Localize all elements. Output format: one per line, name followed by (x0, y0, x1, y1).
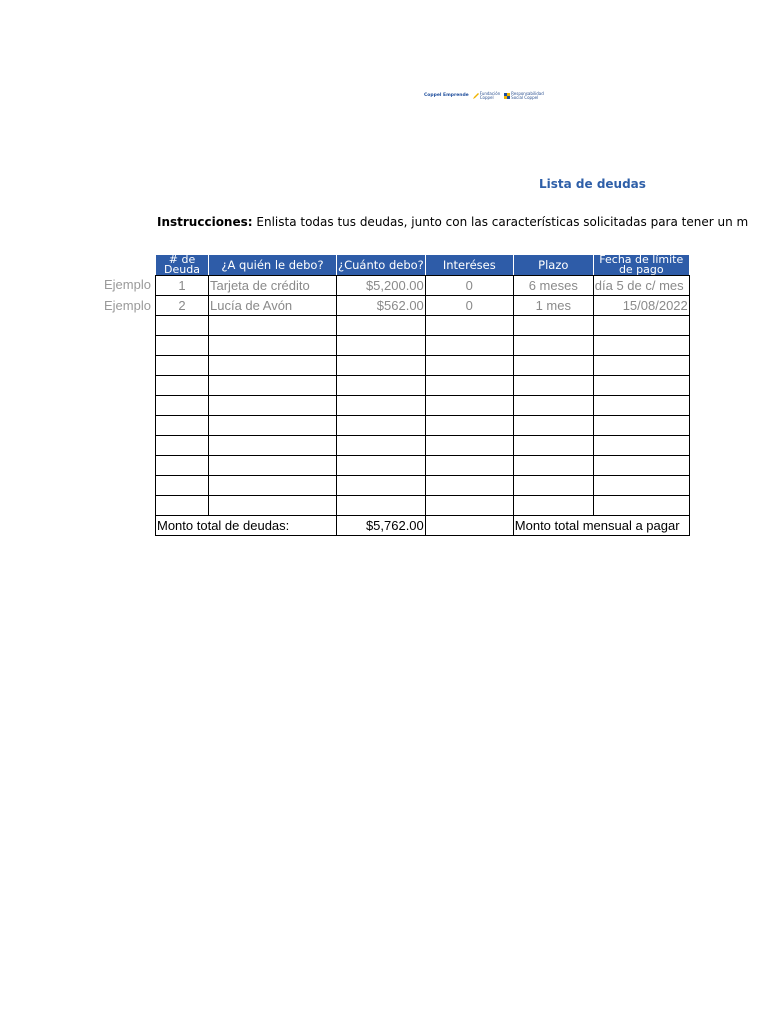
empty-cell[interactable] (209, 476, 337, 496)
cell-num[interactable]: 1 (156, 276, 209, 296)
empty-cell[interactable] (337, 356, 426, 376)
cell-num[interactable]: 2 (156, 296, 209, 316)
empty-cell[interactable] (156, 356, 209, 376)
empty-cell[interactable] (156, 376, 209, 396)
empty-cell[interactable] (156, 416, 209, 436)
empty-cell[interactable] (513, 316, 593, 336)
empty-cell[interactable] (156, 436, 209, 456)
header-amount: ¿Cuánto debo? (337, 255, 426, 276)
empty-cell[interactable] (513, 336, 593, 356)
empty-cell[interactable] (425, 376, 513, 396)
table-row (156, 396, 690, 416)
table-row (156, 316, 690, 336)
empty-cell[interactable] (513, 456, 593, 476)
table-row (156, 456, 690, 476)
empty-cell[interactable] (513, 476, 593, 496)
empty-cell[interactable] (209, 496, 337, 516)
empty-cell[interactable] (337, 476, 426, 496)
fundacion-coppel-logo (473, 92, 500, 100)
empty-cell[interactable] (425, 456, 513, 476)
empty-cell[interactable] (513, 396, 593, 416)
empty-cell[interactable] (209, 336, 337, 356)
empty-cell[interactable] (513, 416, 593, 436)
empty-cell[interactable] (156, 456, 209, 476)
empty-cell[interactable] (593, 396, 689, 416)
empty-cell[interactable] (593, 496, 689, 516)
example-row (156, 276, 690, 296)
cell-due[interactable]: día 5 de c/ mes (593, 276, 689, 296)
responsabilidad-social-logo (504, 92, 544, 100)
table-row (156, 476, 690, 496)
header-line: Fecha de límite (599, 253, 684, 266)
table-row (156, 336, 690, 356)
empty-cell[interactable] (425, 336, 513, 356)
empty-cell[interactable] (209, 376, 337, 396)
header-line: Deuda (164, 263, 200, 276)
empty-cell[interactable] (156, 396, 209, 416)
cell-term[interactable]: 6 meses (513, 276, 593, 296)
empty-cell[interactable] (156, 336, 209, 356)
cell-interest[interactable]: 0 (425, 276, 513, 296)
empty-cell[interactable] (209, 316, 337, 336)
empty-rows (156, 316, 690, 516)
empty-cell[interactable] (209, 416, 337, 436)
example-label: Ejemplo (104, 277, 151, 292)
empty-cell[interactable] (425, 476, 513, 496)
header-debt-number (156, 255, 209, 276)
empty-cell[interactable] (337, 496, 426, 516)
empty-cell[interactable] (593, 376, 689, 396)
example-row (156, 296, 690, 316)
coppel-emprende-logo: Coppel Emprende (424, 93, 469, 98)
header-due-date (593, 255, 689, 276)
total-debts-value[interactable]: $5,762.00 (337, 516, 426, 536)
page-title: Lista de deudas (539, 177, 646, 191)
header-term: Plazo (513, 255, 593, 276)
empty-cell[interactable] (425, 436, 513, 456)
total-debts-label: Monto total de deudas: (156, 516, 337, 536)
debts-table (155, 254, 690, 536)
empty-cell[interactable] (337, 316, 426, 336)
header-line: de pago (618, 263, 664, 276)
logo-bar (424, 89, 544, 103)
empty-cell[interactable] (156, 316, 209, 336)
empty-cell[interactable] (425, 316, 513, 336)
empty-cell[interactable] (337, 396, 426, 416)
monthly-total-label: Monto total mensual a pagar (513, 516, 689, 536)
logo-line: Social Coppel (511, 95, 539, 100)
cell-whom[interactable]: Lucía de Avón (209, 296, 337, 316)
empty-cell[interactable] (593, 336, 689, 356)
empty-cell[interactable] (593, 356, 689, 376)
empty-cell[interactable] (593, 316, 689, 336)
table-row (156, 416, 690, 436)
empty-cell[interactable] (337, 376, 426, 396)
table-row (156, 376, 690, 396)
empty-cell[interactable] (156, 496, 209, 516)
empty-cell[interactable] (337, 416, 426, 436)
empty-cell[interactable] (513, 376, 593, 396)
empty-cell[interactable] (156, 476, 209, 496)
empty-cell[interactable] (425, 416, 513, 436)
empty-cell[interactable] (425, 516, 513, 536)
instructions-label: Instrucciones: (157, 215, 253, 229)
totals-row (156, 516, 690, 536)
pencil-icon (473, 93, 479, 99)
cell-due[interactable]: 15/08/2022 (593, 296, 689, 316)
empty-cell[interactable] (337, 436, 426, 456)
table-header-row (156, 255, 690, 276)
empty-cell[interactable] (337, 456, 426, 476)
blocks-icon (504, 93, 510, 99)
empty-cell[interactable] (513, 436, 593, 456)
empty-cell[interactable] (425, 396, 513, 416)
empty-cell[interactable] (513, 356, 593, 376)
empty-cell[interactable] (425, 496, 513, 516)
empty-cell[interactable] (425, 356, 513, 376)
header-whom: ¿A quién le debo? (209, 255, 337, 276)
logo-line: Coppel (479, 95, 494, 100)
logo-line: Responsabilidad (511, 91, 544, 96)
instructions-text (157, 215, 749, 229)
cell-amount[interactable]: $562.00 (337, 296, 426, 316)
header-interest: Interéses (425, 255, 513, 276)
cell-interest[interactable]: 0 (425, 296, 513, 316)
empty-cell[interactable] (209, 396, 337, 416)
empty-cell[interactable] (209, 456, 337, 476)
empty-cell[interactable] (593, 416, 689, 436)
table-row (156, 356, 690, 376)
cell-whom[interactable]: Tarjeta de crédito (209, 276, 337, 296)
empty-cell[interactable] (593, 436, 689, 456)
table-row (156, 436, 690, 456)
empty-cell[interactable] (337, 336, 426, 356)
header-line: # de (168, 253, 196, 266)
logo-line: Fundación (479, 91, 501, 96)
table-row (156, 496, 690, 516)
empty-cell[interactable] (593, 476, 689, 496)
empty-cell[interactable] (209, 356, 337, 376)
cell-amount[interactable]: $5,200.00 (337, 276, 426, 296)
empty-cell[interactable] (513, 496, 593, 516)
instructions-body: Enlista todas tus deudas, junto con las características solicitadas para tener un m (252, 215, 749, 229)
empty-cell[interactable] (209, 436, 337, 456)
empty-cell[interactable] (593, 456, 689, 476)
example-label: Ejemplo (104, 298, 151, 313)
cell-term[interactable]: 1 mes (513, 296, 593, 316)
